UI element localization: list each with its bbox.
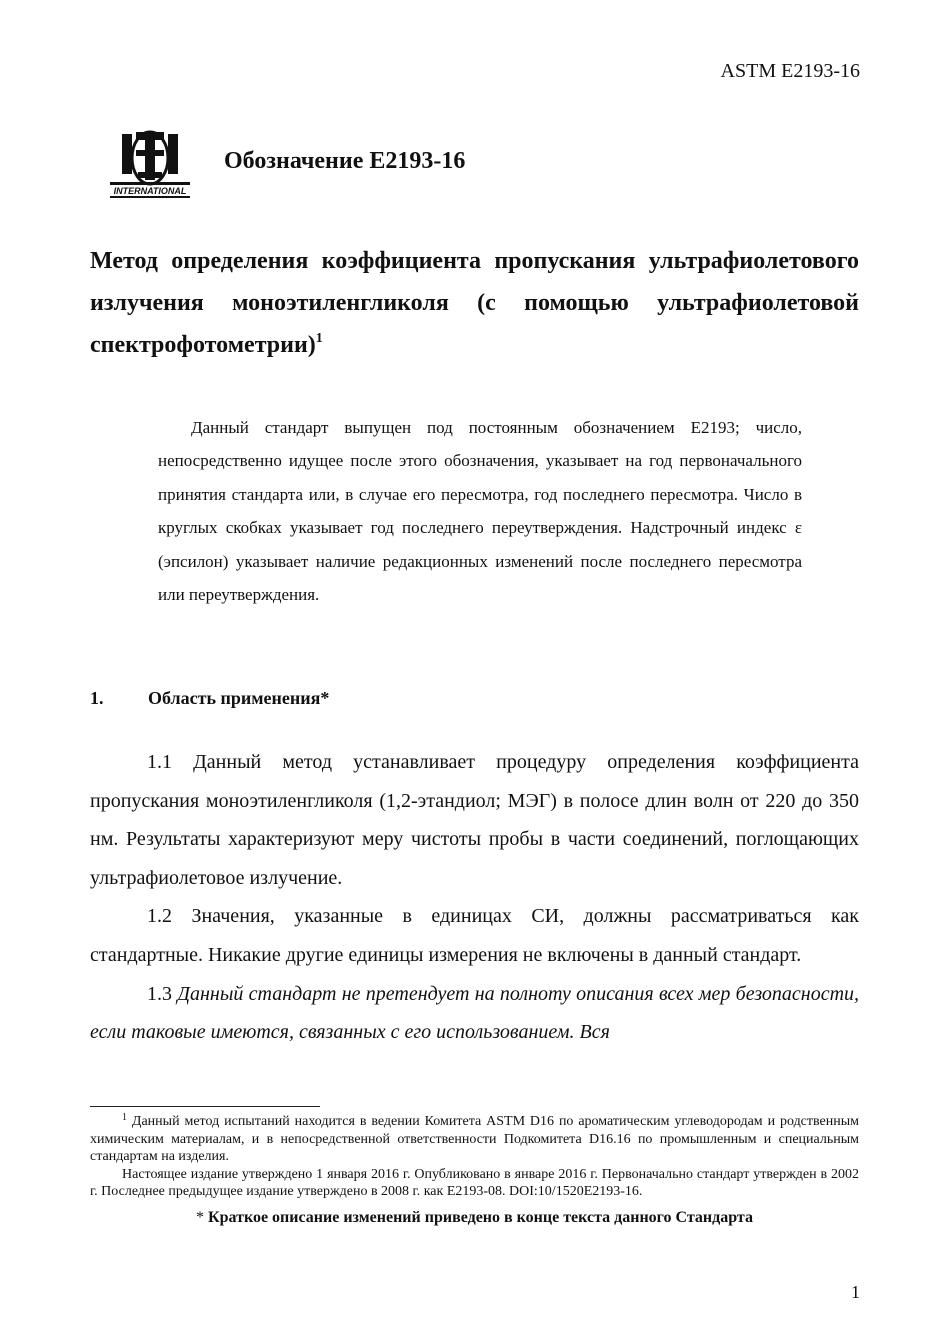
- designation: Обозначение E2193-16: [224, 148, 466, 174]
- paragraph-text: Данный стандарт не претендует на полноту описания всех мер безопасности, если таковые имеются, связанных с его использованием. Вся: [90, 982, 860, 1044]
- document-title: [90, 240, 859, 366]
- summary-text: Краткое описание изменений приведено в конце текста данного Стандарта: [208, 1209, 753, 1226]
- summary-note: [90, 1209, 859, 1227]
- paragraph-1-1: [90, 743, 859, 897]
- footnote-1: [90, 1113, 859, 1166]
- footnote-text: Данный метод испытаний находится в ведении Комитета ASTM D16 по ароматическим углеводородам и родственным химическим материалам, и в непосредственной ответственности Подкомитета D16.16 по промышленным и специальным стандартам на изделия.: [90, 1114, 860, 1164]
- paragraph-1-3: [90, 975, 859, 1052]
- paragraph-text: Значения, указанные в единицах СИ, должны рассматриваться как стандартные. Никакие другие единицы измерения не включены в данный стандарт.: [90, 905, 859, 966]
- astm-logo: [108, 128, 192, 200]
- footnote-marker: 1: [122, 1112, 127, 1123]
- svg-text:INTERNATIONAL: INTERNATIONAL: [113, 186, 187, 196]
- document-code: ASTM E2193-16: [720, 60, 860, 82]
- footnote-text: Настоящее издание утверждено 1 января 2016 г. Опубликовано в январе 2016 г. Первоначально стандарт утвержден в 2002 г. Последнее предыдущее издание утверждено в 2008 г. как E2193-08. DOI:10/1520E2193-16.: [90, 1166, 859, 1199]
- section-number: 1.: [90, 688, 104, 708]
- footnote-divider: [90, 1106, 320, 1107]
- footnote-2: [90, 1166, 859, 1201]
- paragraph-label: 1.3: [147, 982, 172, 1005]
- title-footnote-ref: 1: [315, 331, 323, 346]
- paragraph-1-2: [90, 897, 859, 974]
- page-number: 1: [851, 1282, 860, 1302]
- footnotes: [90, 1113, 859, 1201]
- summary-star: *: [196, 1209, 204, 1226]
- section-title: Область применения*: [148, 688, 330, 708]
- title-text: Метод определения коэффициента пропускания ультрафиолетового излучения моноэтиленгликоля (с помощью ультрафиолетовой спектрофотометрии): [90, 248, 859, 358]
- standard-notice: Данный стандарт выпущен под постоянным обозначением E2193; число, непосредственно идущее после этого обозначения, указывает на год первоначального принятия стандарта или, в случае его пересмотра, год последнего пересмотра. Число в круглых скобках указывает год последнего переутверждения. Надстрочный индекс ε (эпсилон) указывает наличие редакционных изменений после последнего пересмотра или переутверждения.: [158, 418, 802, 605]
- section-heading: [90, 688, 329, 709]
- paragraph-label: 1.1: [147, 751, 172, 773]
- astm-logo-icon: [108, 128, 192, 200]
- paragraph-text: Данный метод устанавливает процедуру определения коэффициента пропускания моноэтиленгликоля (1,2-этандиол; МЭГ) в полосе длин волн от 220 до 350 нм. Результаты характеризуют меру чистоты пробы в части соединений, поглощающих ультрафиолетовое излучение.: [90, 751, 859, 889]
- paragraph-label: 1.2: [147, 905, 172, 928]
- section-body: [90, 743, 859, 1052]
